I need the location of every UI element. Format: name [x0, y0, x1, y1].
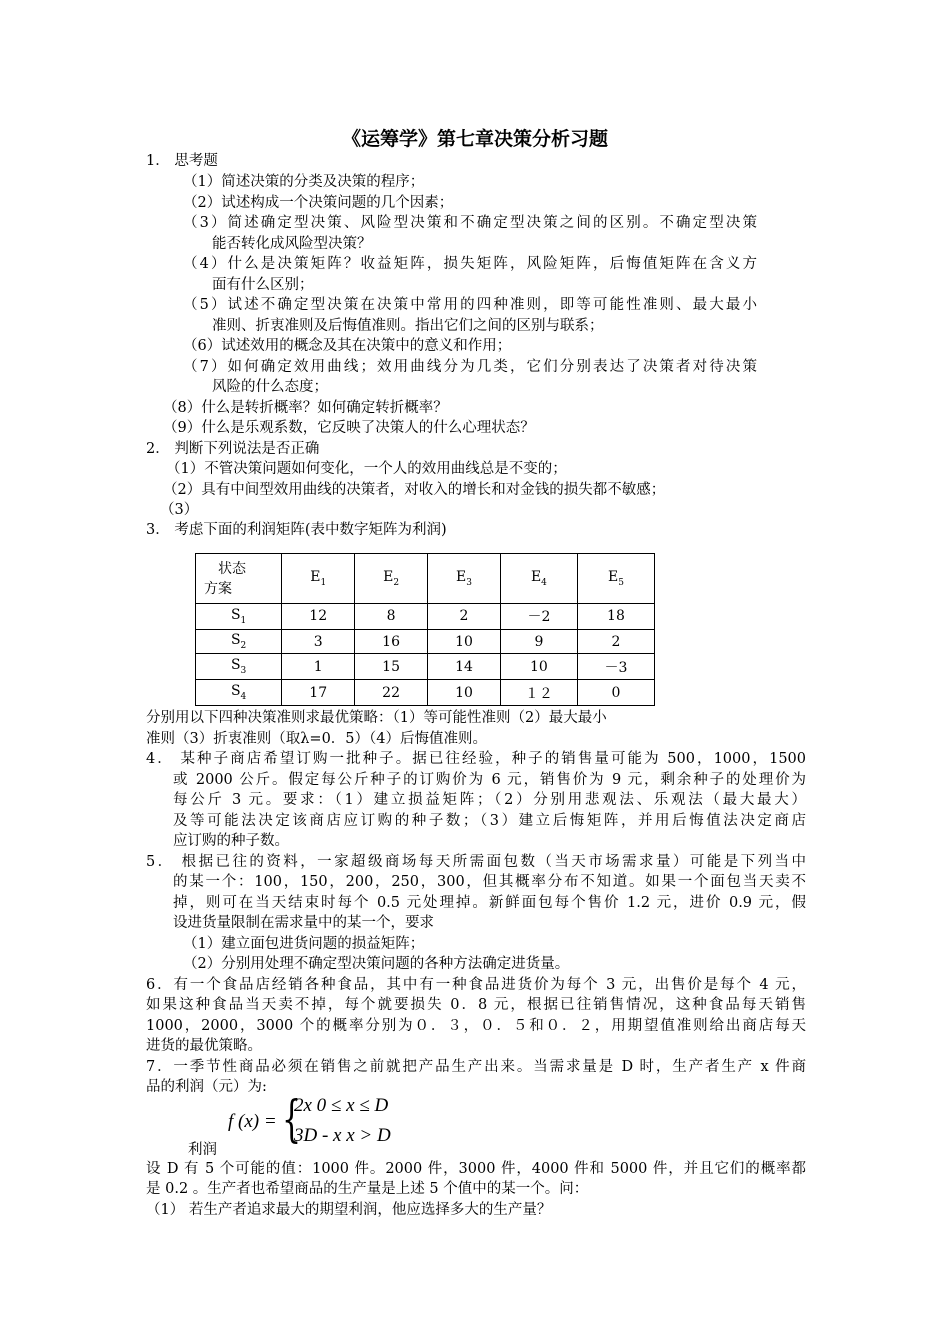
q4-text: 每公斤 3 元。要求：（1）建立损益矩阵；（2）分别用悲观法、乐观法（最大最大）	[173, 792, 806, 808]
q7-text: 品的利润（元）为:	[146, 1079, 267, 1095]
row-header: $S_4$	[196, 680, 282, 706]
q5-text: 的某一个：100，150，200，250，300，但其概率分布不知道。如果一个面包当天卖不	[173, 874, 806, 890]
q4-text: 或 2000 公斤。假定每公斤种子的订购价为 6 元，销售价为 9 元，剩余种子的处理价为	[173, 772, 806, 788]
formula-case-1: 2x 0 ≤ x ≤ D	[294, 1095, 389, 1116]
q1-item: （6）试述效用的概念及其在决策中的意义和作用；	[183, 338, 512, 354]
q2-item: （1）不管决策问题如何变化，一个人的效用曲线总是不变的；	[166, 461, 567, 477]
q2-item: （2）具有中间型效用曲线的决策者，对收入的增长和对金钱的损失都不敏感；	[163, 482, 666, 498]
table-cell: 22	[355, 680, 428, 706]
q3-text: 准则（3）折衷准则（取λ=0．5）（4）后悔值准则。	[146, 731, 487, 747]
table-cell: 8	[355, 604, 428, 630]
q6-text: 进货的最优策略。	[146, 1038, 262, 1054]
col-header: $E_3$	[428, 554, 501, 604]
q1-item: （3）简述确定型决策、风险型决策和不确定型决策之间的区别。不确定型决策	[183, 215, 757, 231]
table-cell: 17	[282, 680, 355, 706]
table-cell: －2	[500, 604, 577, 630]
q5-text: （2）分别用处理不确定型决策问题的各种方法确定进货量。	[183, 956, 570, 972]
q1-item: 面有什么区别；	[212, 277, 314, 293]
q1-item: 准则、折衷准则及后悔值准则。指出它们之间的区别与联系；	[212, 318, 604, 334]
row-header: $S_1$	[196, 604, 282, 630]
table-cell: 10	[428, 680, 501, 706]
q1-heading: 1． 思考题	[146, 153, 218, 169]
q4-text: 应订购的种子数。	[173, 833, 289, 849]
q1-item: （2）试述构成一个决策问题的几个因素；	[183, 195, 454, 211]
q5-text: 设进货量限制在需求量中的某一个，要求	[173, 915, 434, 931]
table-cell: 1	[282, 654, 355, 680]
table-cell: －3	[577, 654, 654, 680]
table-cell: 16	[355, 629, 428, 653]
q7-text: （1） 若生产者追求最大的期望利润，他应选择多大的生产量？	[146, 1202, 552, 1218]
table-cell: 0	[577, 680, 654, 706]
q6-text: 1000，2000，3000 个的概率分别为０．３，０．５和０．２，用期望值准则给出商店每天	[146, 1018, 806, 1034]
q5-text: 5． 根据已往的资料，一家超级商场每天所需面包数（当天市场需求量）可能是下列当中	[146, 854, 806, 870]
formula-case-2: 3D - x x > D	[294, 1125, 391, 1146]
profit-formula	[228, 1092, 428, 1152]
brace-symbol: {	[282, 1090, 302, 1148]
q5-text: （1）建立面包进货问题的损益矩阵；	[183, 936, 425, 952]
q1-item: （5）试述不确定型决策在决策中常用的四种准则，即等可能性准则、最大最小	[183, 297, 757, 313]
q2-heading: 2． 判断下列说法是否正确	[146, 441, 320, 457]
table-cell: 10	[428, 629, 501, 653]
col-header: $E_1$	[282, 554, 355, 604]
q1-item: （1）简述决策的分类及决策的程序；	[183, 174, 425, 190]
table-cell: 3	[282, 629, 355, 653]
table-cell: 18	[577, 604, 654, 630]
q1-item: （7）如何确定效用曲线；效用曲线分为几类，它们分别表达了决策者对待决策	[183, 359, 757, 375]
q7-text: 是 0.2 。生产者也希望商品的生产量是上述 5 个值中的某一个。问：	[146, 1181, 589, 1197]
table-cell: 2	[428, 604, 501, 630]
page-title: 《运筹学》第七章决策分析习题	[341, 128, 608, 150]
table-cell: 14	[428, 654, 501, 680]
q1-item: 能否转化成风险型决策？	[212, 236, 372, 252]
col-header: $E_2$	[355, 554, 428, 604]
profit-label: 利润	[188, 1142, 217, 1158]
formula-lhs: f (x) =	[228, 1111, 277, 1132]
q7-text: 设 D 有 5 个可能的值：1000 件。2000 件，3000 件，4000 件和 5000 件，并且它们的概率都	[146, 1161, 806, 1177]
profit-matrix-table	[195, 553, 655, 706]
q3-heading: 3． 考虑下面的利润矩阵(表中数字矩阵为利润)	[146, 522, 447, 538]
q4-text: 4． 某种子商店希望订购一批种子。据已往经验，种子的销售量可能为 500，1000，1500	[146, 751, 806, 767]
q1-item: （9）什么是乐观系数，它反映了决策人的什么心理状态？	[163, 420, 535, 436]
col-header: $E_5$	[577, 554, 654, 604]
q5-text: 掉，则可在当天结束时每个 0.5 元处理掉。新鲜面包每个售价 1.2 元，进价 0.9 元，假	[173, 895, 806, 911]
table-corner-cell: 状态 方案	[196, 554, 282, 604]
row-header: $S_2$	[196, 629, 282, 653]
q7-text: 7．一季节性商品必须在销售之前就把产品生产出来。当需求量是 D 时，生产者生产 x 件商	[146, 1059, 806, 1075]
table-cell: 9	[500, 629, 577, 653]
table-cell: 12	[282, 604, 355, 630]
table-cell: 2	[577, 629, 654, 653]
row-header: $S_3$	[196, 654, 282, 680]
table-cell: 10	[500, 654, 577, 680]
q1-item: （8）什么是转折概率？如何确定转折概率？	[163, 400, 448, 416]
table-cell: 15	[355, 654, 428, 680]
q3-text: 分别用以下四种决策准则求最优策略：（1）等可能性准则（2）最大最小	[146, 710, 607, 726]
q1-item: （4）什么是决策矩阵？收益矩阵，损失矩阵，风险矩阵，后悔值矩阵在含义方	[183, 256, 757, 272]
table-cell: １２	[500, 680, 577, 706]
q6-text: 6．有一个食品店经销各种食品，其中有一种食品进货价为每个 3 元，出售价是每个 4 元，	[146, 977, 806, 993]
q1-item: 风险的什么态度；	[212, 379, 328, 395]
col-header: $E_4$	[500, 554, 577, 604]
q4-text: 及等可能法决定该商店应订购的种子数；（3）建立后悔矩阵，并用后悔值法决定商店	[173, 813, 806, 829]
q2-item: （3）	[160, 502, 199, 518]
q6-text: 如果这种食品当天卖不掉，每个就要损失 0．8 元，根据已往销售情况，这种食品每天销售	[146, 997, 806, 1013]
